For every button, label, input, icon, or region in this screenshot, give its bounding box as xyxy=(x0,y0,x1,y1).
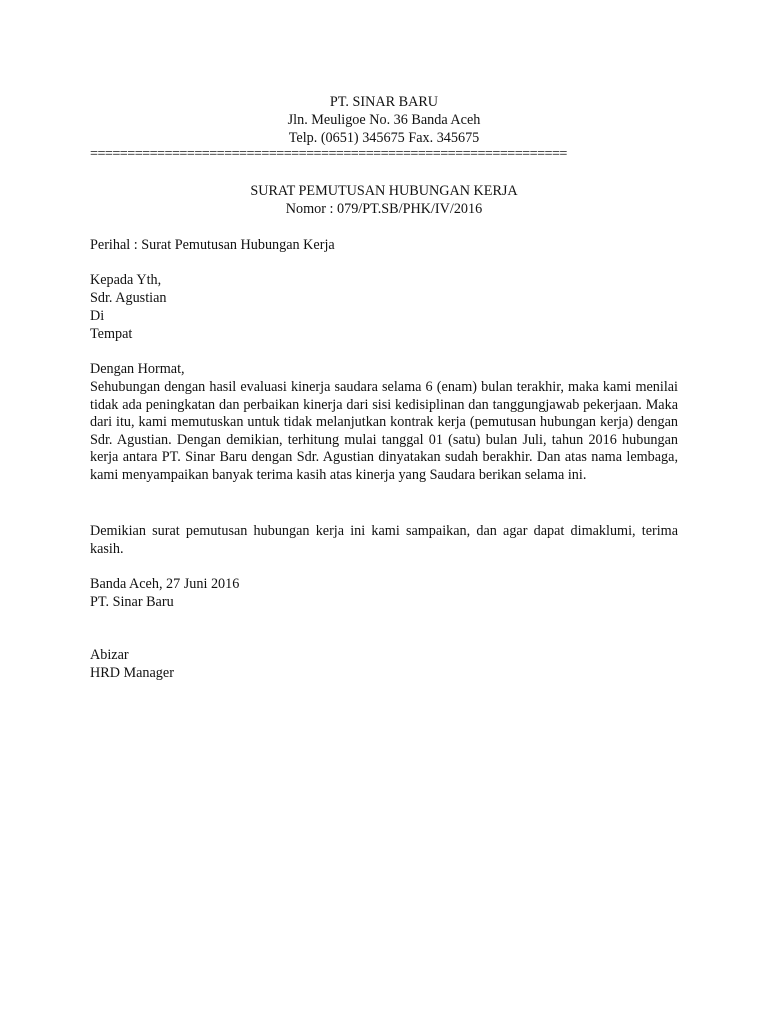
greeting: Dengan Hormat, xyxy=(90,361,185,377)
recipient-salutation: Kepada Yth, xyxy=(90,272,162,288)
place-date: Banda Aceh, 27 Juni 2016 xyxy=(90,576,240,592)
body-paragraph-1 xyxy=(90,379,678,485)
letterhead-separator: ================================================================ xyxy=(90,146,567,162)
recipient-name: Sdr. Agustian xyxy=(90,290,167,306)
company-address: Jln. Meuligoe No. 36 Banda Aceh xyxy=(287,112,481,128)
signer-title: HRD Manager xyxy=(90,665,174,681)
body-paragraph-2-text: Demikian surat pemutusan hubungan kerja ini kami sampaikan, dan agar dapat dimaklumi, terima kasih. xyxy=(90,523,678,557)
recipient-di: Di xyxy=(90,308,105,324)
body-paragraph-2 xyxy=(90,523,678,558)
signer-name: Abizar xyxy=(90,647,129,663)
closing-company: PT. Sinar Baru xyxy=(90,594,174,610)
company-name: PT. SINAR BARU xyxy=(329,94,439,110)
letter-subject: Perihal : Surat Pemutusan Hubungan Kerja xyxy=(90,237,335,253)
letter-heading: SURAT PEMUTUSAN HUBUNGAN KERJA xyxy=(250,183,518,199)
company-contact: Telp. (0651) 345675 Fax. 345675 xyxy=(288,130,480,146)
recipient-place: Tempat xyxy=(90,326,133,342)
body-paragraph-1-text: Sehubungan dengan hasil evaluasi kinerja saudara selama 6 (enam) bulan terakhir, maka kami menilai tidak ada peningkatan dan perbaikan kinerja dari sisi kedisiplinan dan tanggungjawab pekerjaan. Maka dari itu, kami memutuskan untuk tidak melanjutkan kontrak kerja (pemutusan hubungan kerja) dengan Sdr. Agustian. Dengan demikian, terhitung mulai tanggal 01 (satu) bulan Juli, tahun 2016 hubungan kerja antara PT. Sinar Baru dengan Sdr. Agustian dinyatakan sudah berakhir. Dan atas nama lembaga, kami menyampaikan banyak terima kasih atas kinerja yang Saudara berikan selama ini. xyxy=(90,379,678,483)
letter-number: Nomor : 079/PT.SB/PHK/IV/2016 xyxy=(285,201,483,217)
